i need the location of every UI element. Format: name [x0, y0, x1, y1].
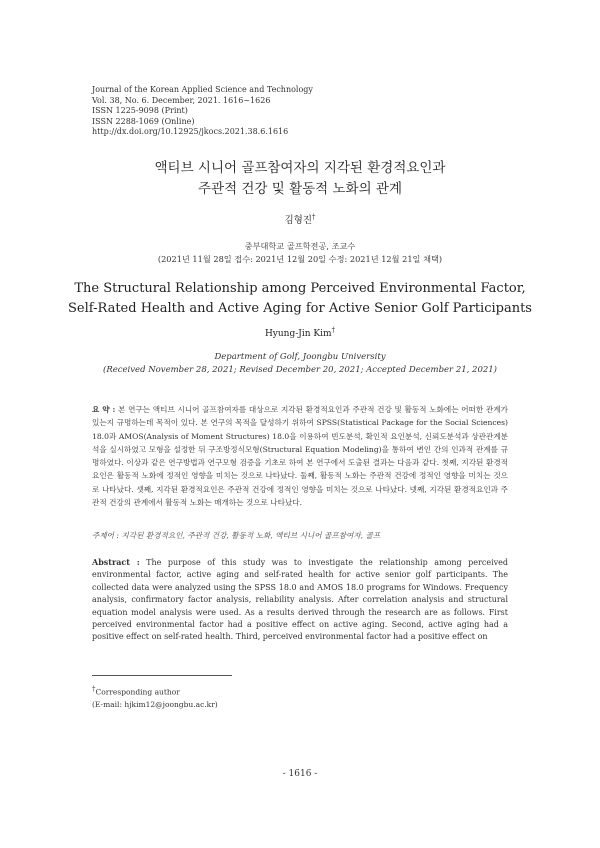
- korean-dates: (2021년 11월 28일 접수: 2021년 12월 20일 수정: 2021년 12월 21일 채택): [157, 254, 443, 264]
- dagger-mark: †: [312, 212, 316, 221]
- page-number: - 1616 -: [282, 769, 318, 779]
- english-title-line-2: Self-Rated Health and Active Aging for Active Senior Golf Participants: [68, 301, 532, 316]
- footnote-dagger: †: [92, 685, 96, 693]
- english-dates: (Received November 28, 2021; Revised December 20, 2021; Accepted December 21, 2021): [103, 365, 497, 375]
- korean-abstract-text: 본 연구는 액티브 시니어 골프참여자를 대상으로 지각된 환경적요인과 주관적 건강 및 활동적 노화에는 어떠한 관계가 있는지 규명하는데 목적이 있다. 본 연구의 목적을 달성하기 위하여 SPSS(Statistical Package for the Social Sciences) 18.0과 AMOS(Analysis of Moment Structures) 18.0을 이용하여 빈도분석, 확인적 요인분석, 신뢰도분석과 상관관계분석을 실시하였고 모형을 설정한 뒤 구조방정식모형(Structural Equation Modeling)을 통하여 변인 간의 인과적 관계를 규명하였다. 이상과 같은 연구방법과 연구모형 검증을 기초로 하여 본 연구에서 도출된 결과는 다음과 같다. 첫째, 지각된 환경적요인은 활동적 노화에 정적인 영향을 미치는 것으로 나타났다. 둘째, 활동적 노화는 주관적 건강에 정적인 영향을 미치는 것으로 나타났다. 셋째, 지각된 환경적요인은 주관적 건강에 정적인 영향을 미치는 것으로 나타났다. 넷째, 지각된 환경적요인과 주관적 건강의 관계에서 활동적 노화는 매개하는 것으로 나타났다.: [92, 405, 508, 508]
- korean-affiliation-block: [0, 240, 600, 266]
- english-affiliation: Department of Golf, Joongbu University: [214, 352, 386, 362]
- english-abstract-text: The purpose of this study was to investigate the relationship among perceived environmental factor, active aging and self-rated health for active senior golf participants. The collected data were analyzed using the SPSS 18.0 and AMOS 18.0 programs for Windows. Frequency analysis, confirmatory factor analysis, reliability analysis. After correlation analysis and structural equation model analysis were used. As a results derived through the research are as follows. First perceived environmental factor had a positive effect on active aging. Second, active aging had a positive effect on self-rated health. Third, perceived environmental factor had a positive effect on: [92, 558, 508, 642]
- korean-abstract: [92, 403, 508, 509]
- english-author: [0, 326, 600, 339]
- korean-title-line-2: 주관적 건강 및 활동적 노화의 관계: [197, 181, 403, 197]
- english-title: [0, 279, 600, 319]
- korean-abstract-label: 요 약 :: [92, 405, 116, 414]
- journal-header: [92, 85, 313, 138]
- korean-title: [0, 158, 600, 200]
- doi-link[interactable]: http://dx.doi.org/10.12925/jkocs.2021.38.6.1616: [92, 127, 289, 136]
- journal-name: Journal of the Korean Applied Science and Technology: [92, 85, 313, 94]
- korean-author: [0, 212, 600, 226]
- issn-online: ISSN 2288-1069 (Online): [92, 116, 195, 126]
- english-abstract-label: Abstract :: [92, 557, 140, 567]
- english-title-line-1: The Structural Relationship among Perceived Environmental Factor,: [74, 281, 526, 296]
- english-abstract: [92, 556, 508, 644]
- korean-keywords: 주제어 : 지각된 환경적요인, 주관적 건강, 활동적 노화, 액티브 시니어 골프참여자, 골프: [92, 531, 381, 540]
- english-author-name: Hyung-Jin Kim: [264, 329, 332, 339]
- issn-print: ISSN 1225-9098 (Print): [92, 106, 188, 115]
- footnote-email: (E-mail: hjkim12@joongbu.ac.kr): [92, 699, 218, 709]
- korean-author-name: 김형진: [284, 215, 313, 226]
- footnote: [92, 683, 218, 711]
- footnote-corresponding: Corresponding author: [95, 687, 180, 697]
- dagger-mark: †: [331, 326, 336, 334]
- korean-affiliation: 중부대학교 골프학전공, 조교수: [244, 241, 356, 251]
- volume-info: Vol. 38, No. 6. December, 2021. 1616~1626: [92, 95, 271, 105]
- korean-title-line-1: 액티브 시니어 골프참여자의 지각된 환경적요인과: [154, 160, 446, 176]
- english-affiliation-block: [0, 351, 600, 377]
- footnote-divider: [92, 675, 232, 676]
